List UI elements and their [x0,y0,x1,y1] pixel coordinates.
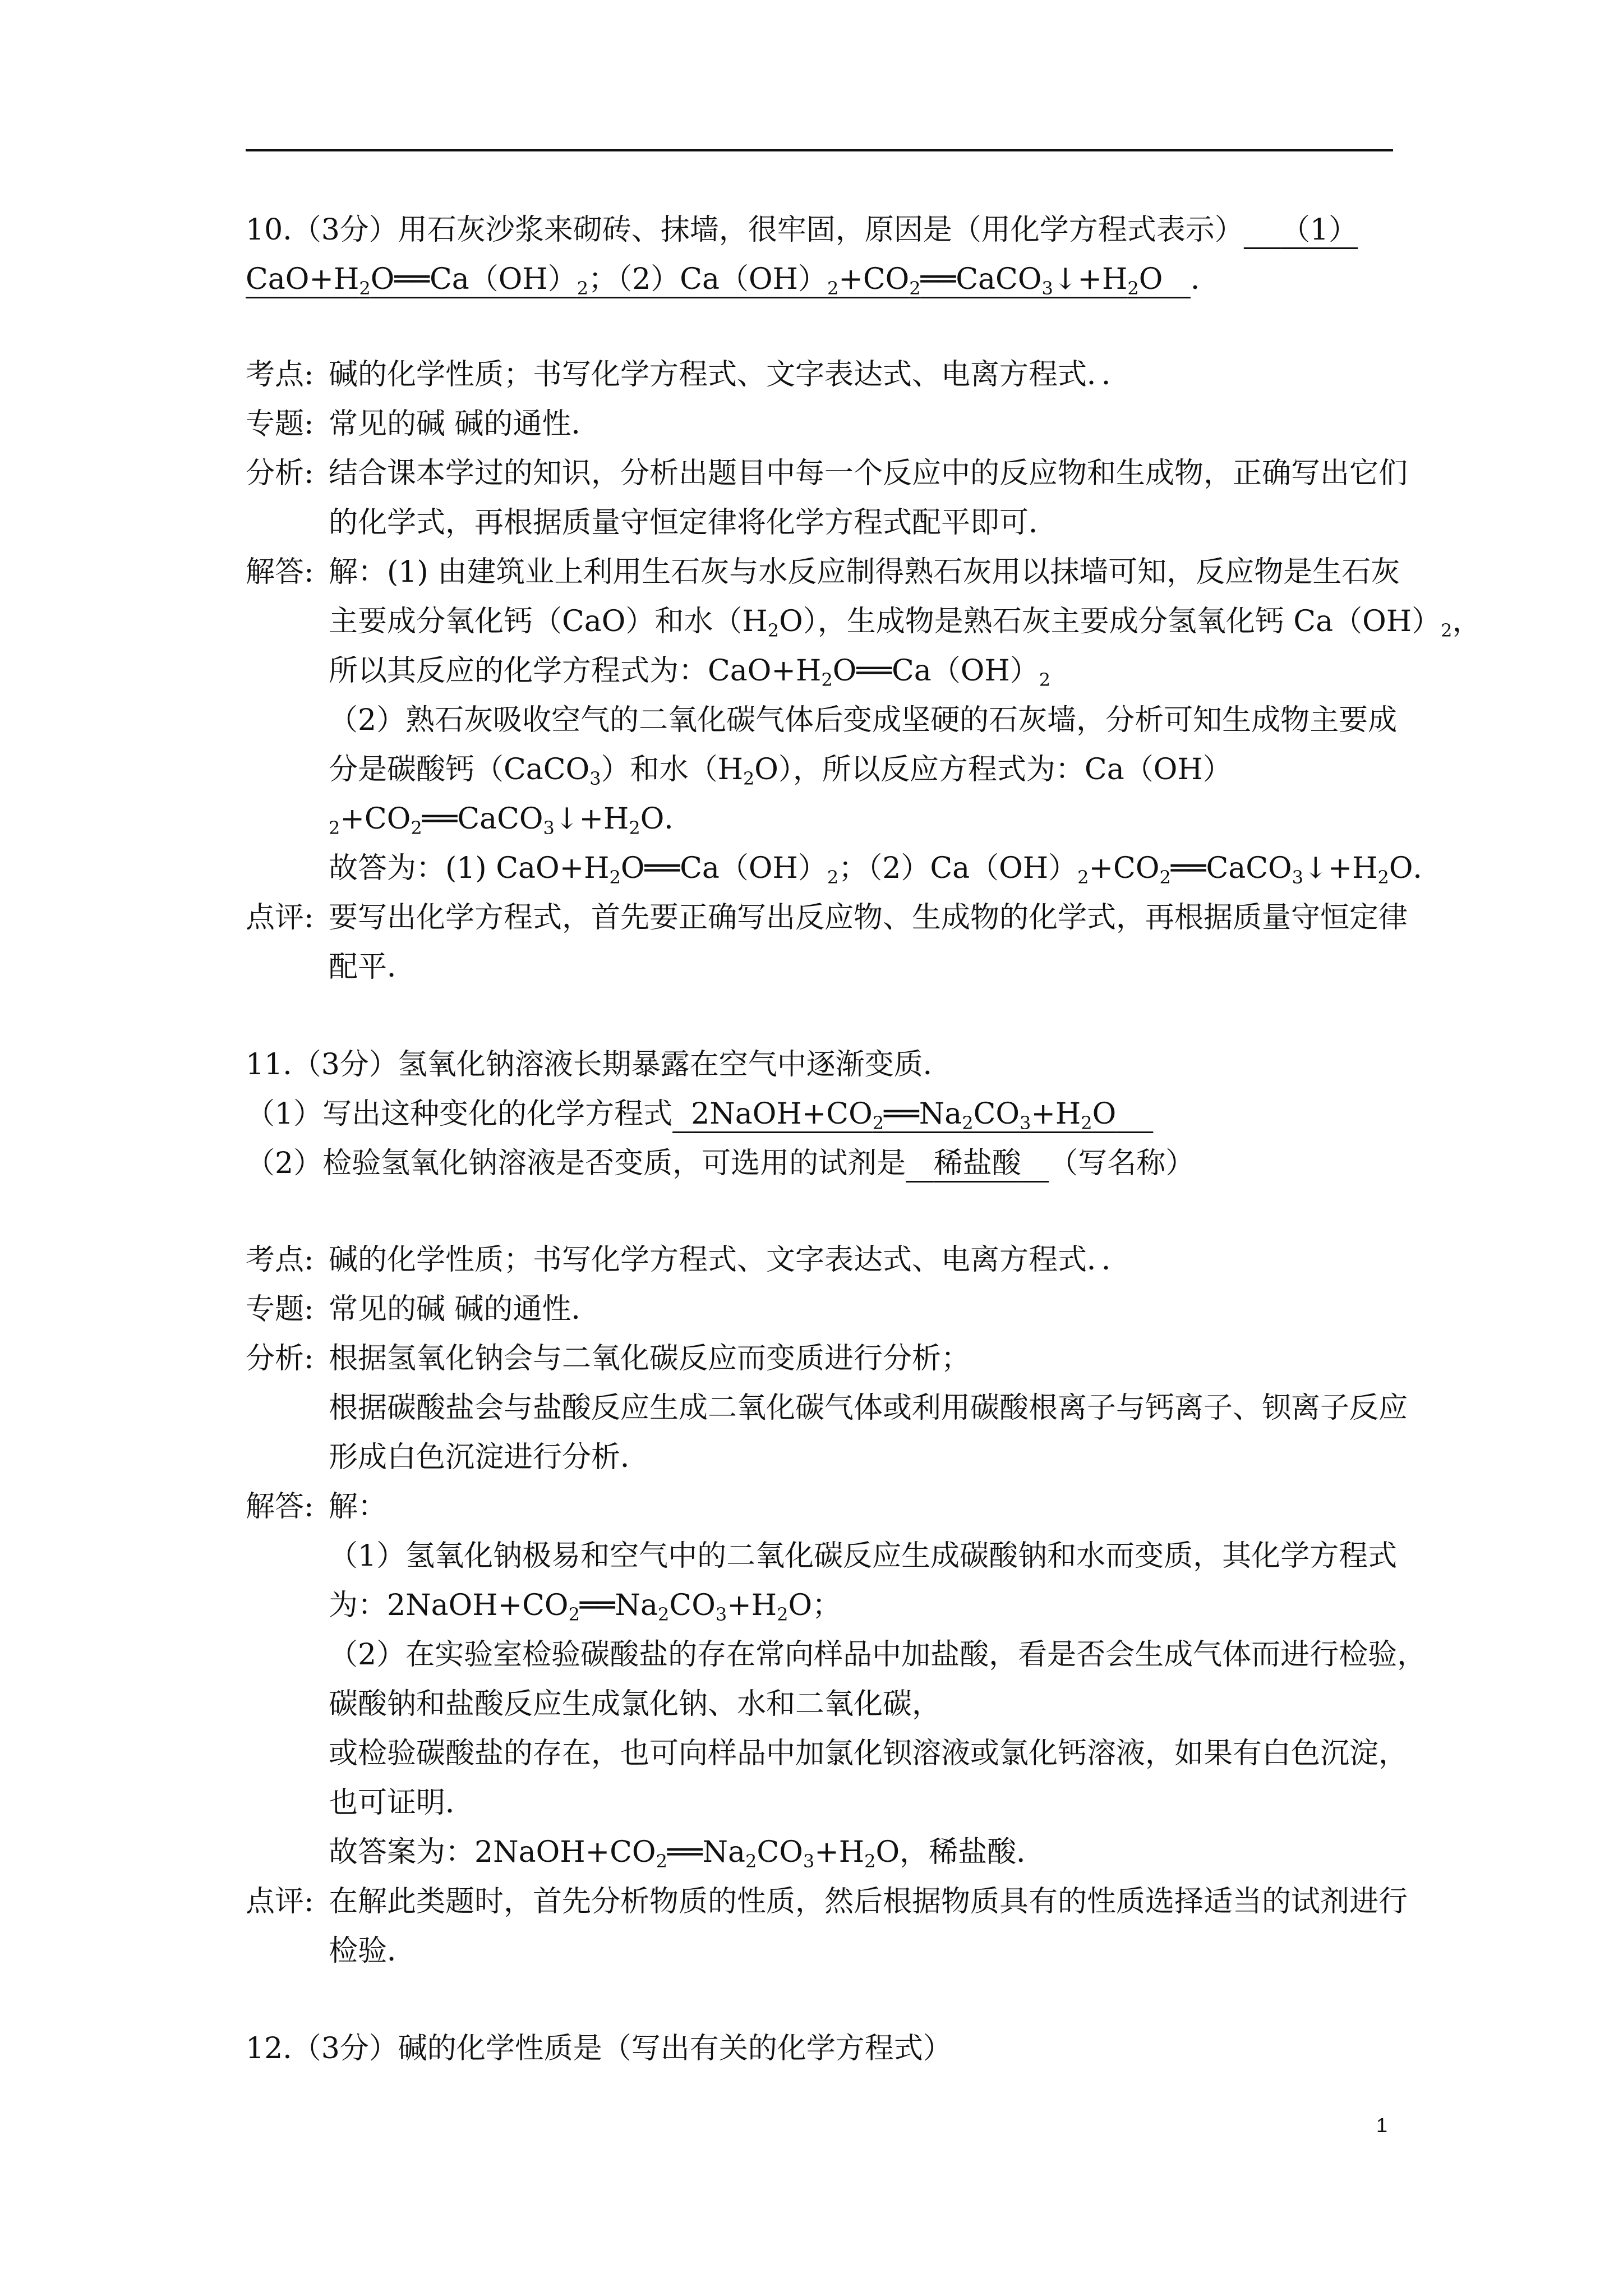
q11-jieda-0: 解： [329,1490,388,1524]
q11-dianping-2: 检验． [329,1934,417,1968]
q10-answer-part1: （1） [1280,213,1358,247]
q10-dianping-label: 点评: [246,901,314,935]
q10-jieda-3: 所以其反应的化学方程式为：$CaO+H_2O══Ca(OH)_2$ [329,654,1051,691]
q10-zhuanti: 常见的碱 碱的通性． [329,407,601,441]
q10-jieda-2: 主要成分氧化钙（CaO）和水$(H_2O)$，生成物是熟石灰主要成分氢氧化钙 $Ca(OH)_2$， [329,605,1482,641]
q11-zhuanti-label: 专题: [246,1292,314,1326]
q10-jieda-4: （2）熟石灰吸收空气的二氧化碳气体后变成坚硬的石灰墙，分析可知生成物主要成 [329,703,1398,737]
q10-dianping-1: 要写出化学方程式，首先要正确写出反应物、生成物的化学式，再根据质量守恒定律 [329,901,1408,935]
q11-fenxi-2: 根据碳酸盐会与盐酸反应生成二氧化碳气体或利用碳酸根离子与钙离子、钡离子反应 [329,1391,1408,1425]
q10-jieda-5: 分是碳酸钙（CaCO$_3$）和水$(H_2O)$，所以反应方程式为：Ca（OH） [329,753,1232,789]
q11-part1: （1）写出这种变化的化学方程式 $2NaOH+CO_2══Na_2CO_3+H_2O$ [246,1099,1153,1129]
q11-jieda-3: （2）在实验室检验碳酸盐的存在常向样品中加盐酸，看是否会生成气体而进行检验， [329,1638,1427,1672]
q12-stem: 12.（3分）碱的化学性质是（写出有关的化学方程式） [246,2032,952,2065]
q11-fenxi-label: 分析: [246,1342,314,1375]
q11-jieda-5: 或检验碳酸盐的存在，也可向样品中加氯化钡溶液或氯化钙溶液，如果有白色沉淀， [329,1737,1408,1770]
q11-kaodian: 碱的化学性质；书写化学方程式、文字表达式、电离方程式．． [329,1243,1131,1277]
q10-fenxi-2: 的化学式，再根据质量守恒定律将化学方程式配平即可． [329,506,1058,540]
q10-kaodian-label: 考点: [246,358,314,392]
q11-fenxi-1: 根据氢氧化钠会与二氧化碳反应而变质进行分析； [329,1342,971,1375]
q11-dianping-label: 点评: [246,1885,314,1918]
q10-gudaan: 故答为：(1) $CaO+H_2O══Ca(OH)_2$；$(2)Ca(OH)_2+CO_2══CaCO_3↓+H_2O$． [329,852,1442,888]
q11-answer-reagent: 稀盐酸 [933,1147,1021,1180]
q11-part2: （2）检验氢氧化钠溶液是否变质，可选用的试剂是 稀盐酸 （写名称） [246,1147,1195,1180]
q11-gudaan: 故答案为：$2NaOH+CO_2══Na_2CO_3+H_2O$，稀盐酸． [329,1835,1046,1872]
header-rule [246,149,1393,151]
q11-jieda-1: （1）氢氧化钠极易和空气中的二氧化碳反应生成碳酸钠和水而变质，其化学方程式 [329,1539,1398,1573]
q11-kaodian-label: 考点: [246,1243,314,1277]
q11-fenxi-3: 形成白色沉淀进行分析． [329,1441,650,1474]
q10-fenxi-1: 结合课本学过的知识，分析出题目中每一个反应中的反应物和生成物，正确写出它们 [329,457,1408,490]
q10-answer-equation: $CaO+H_2O══Ca(OH)_2$；$(2)Ca(OH)_2+CO_2══CaCO_3↓+H_2O$ ． [246,263,1220,299]
q11-zhuanti: 常见的碱 碱的通性． [329,1292,601,1326]
q10-jieda-6: $_2+CO_2══CaCO_3↓+H_2O$． [329,802,694,839]
q10-stem: 10.（3分）用石灰沙浆来砌砖、抹墙，很牢固，原因是（用化学方程式表示） （1） [246,213,1358,247]
q11-jieda-2: 为：$2NaOH+CO_2══Na_2CO_3+H_2O$； [329,1589,842,1625]
q11-jieda-4: 碳酸钠和盐酸反应生成氯化钠、水和二氧化碳， [329,1687,942,1721]
q11-stem: 11.（3分）氢氧化钠溶液长期暴露在空气中逐渐变质． [246,1048,952,1082]
q11-jieda-label: 解答: [246,1490,314,1524]
q10-jieda-label: 解答: [246,555,314,589]
q10-dianping-2: 配平． [329,950,417,984]
q11-dianping-1: 在解此类题时，首先分析物质的性质，然后根据物质具有的性质选择适当的试剂进行 [329,1885,1408,1918]
q10-kaodian: 碱的化学性质；书写化学方程式、文字表达式、电离方程式．． [329,358,1131,392]
q10-zhuanti-label: 专题: [246,407,314,441]
q11-answer-equation: $2NaOH+CO_2══Na_2CO_3+H_2O$ [691,1097,1117,1134]
page-number: 1 [1376,2114,1388,2137]
q10-jieda-1: 解：(1) 由建筑业上利用生石灰与水反应制得熟石灰用以抹墙可知，反应物是生石灰 [329,555,1400,589]
q11-jieda-6: 也可证明． [329,1786,475,1820]
q10-fenxi-label: 分析: [246,457,314,490]
